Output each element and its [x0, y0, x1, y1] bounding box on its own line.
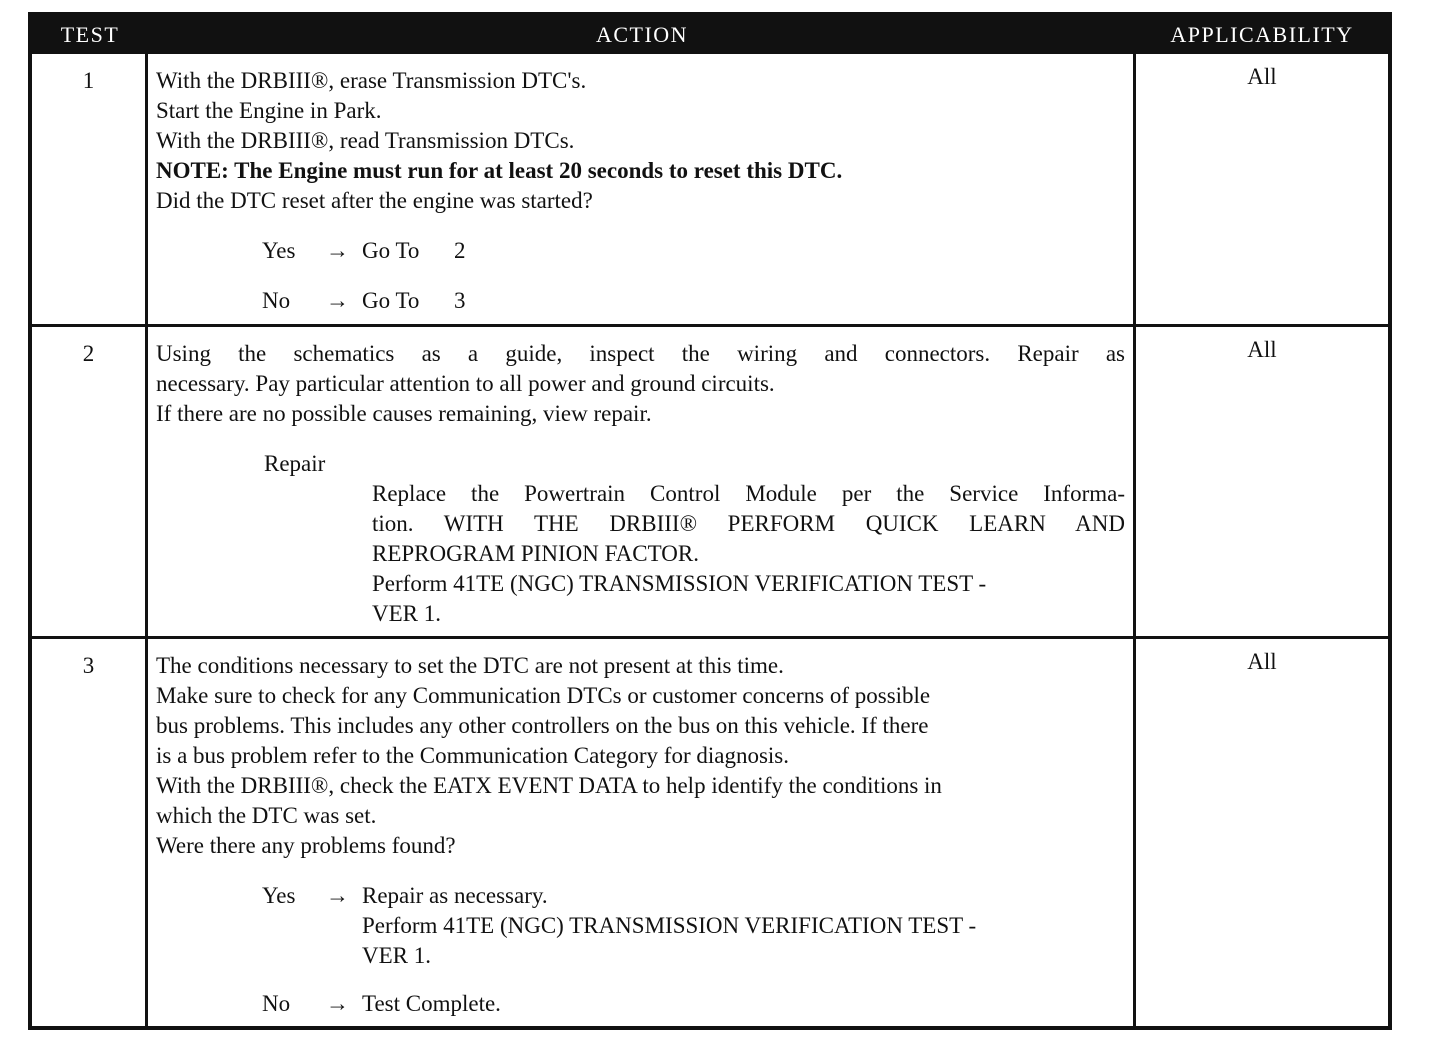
repair-line: tion. WITH THE DRBIII® PERFORM QUICK LEARN AND	[372, 511, 1125, 536]
yes-label: Yes	[262, 883, 296, 908]
repair-label: Repair	[264, 451, 326, 476]
header-test: TEST	[32, 16, 148, 54]
header-action: ACTION	[148, 16, 1136, 54]
action-line: With the DRBIII®, check the EATX EVENT DATA to help identify the conditions in	[156, 773, 942, 798]
arrow-right-icon: →	[326, 288, 349, 313]
action-cell-3	[148, 639, 1136, 1026]
applicability-2: All	[1136, 327, 1388, 639]
yes-line: Repair as necessary.	[362, 883, 548, 908]
applicability-3: All	[1247, 649, 1277, 674]
action-line: bus problems. This includes any other controllers on the bus on this vehicle. If there	[156, 713, 929, 738]
header-applicability: APPLICABILITY	[1136, 16, 1388, 54]
goto-label: Go To	[362, 238, 420, 263]
action-line: is a bus problem refer to the Communication Category for diagnosis.	[156, 743, 790, 768]
action-line: The conditions necessary to set the DTC are not present at this time.	[156, 653, 784, 678]
question-line: Were there any problems found?	[156, 833, 456, 858]
no-branch	[262, 989, 1125, 1019]
action-cell-2	[148, 327, 1136, 639]
repair-line: VER 1.	[372, 601, 441, 626]
action-line: which the DTC was set.	[156, 803, 377, 828]
test-number-3: 3	[32, 639, 148, 1026]
action-cell-1	[148, 54, 1136, 327]
yes-branch	[262, 236, 1125, 266]
repair-line: Replace the Powertrain Control Module per the Service Informa-	[372, 481, 1125, 506]
action-line: If there are no possible causes remaining, view repair.	[156, 401, 652, 426]
note-line: NOTE: The Engine must run for at least 20 seconds to reset this DTC.	[156, 158, 843, 183]
no-label: No	[262, 288, 291, 313]
action-line: Make sure to check for any Communication DTCs or customer concerns of possible	[156, 683, 931, 708]
action-line: Start the Engine in Park.	[156, 98, 382, 123]
goto-number: 2	[454, 238, 466, 263]
action-line: With the DRBIII®, read Transmission DTCs.	[156, 128, 575, 153]
repair-line: Perform 41TE (NGC) TRANSMISSION VERIFICATION TEST -	[372, 571, 987, 596]
yes-branch	[262, 881, 1125, 971]
yes-label: Yes	[262, 238, 296, 263]
no-label: No	[262, 991, 291, 1016]
action-line: Using the schematics as a guide, inspect the wiring and connectors. Repair as	[156, 341, 1125, 366]
question-line: Did the DTC reset after the engine was started?	[156, 188, 593, 213]
yes-line: VER 1.	[362, 943, 431, 968]
action-line: necessary. Pay particular attention to all power and ground circuits.	[156, 371, 775, 396]
test-number-1: 1	[32, 54, 148, 327]
diagnostic-test-table	[28, 12, 1392, 1030]
applicability-1: All	[1136, 54, 1388, 327]
goto-number: 3	[454, 288, 466, 313]
repair-instructions	[372, 479, 1125, 629]
action-line: With the DRBIII®, erase Transmission DTC's.	[156, 68, 587, 93]
test-number-2: 2	[32, 327, 148, 639]
goto-label: Go To	[362, 288, 420, 313]
repair-line: REPROGRAM PINION FACTOR.	[372, 541, 699, 566]
no-text: Test Complete.	[362, 991, 501, 1016]
yes-instructions	[362, 881, 976, 971]
arrow-right-icon: →	[326, 238, 349, 263]
arrow-right-icon: →	[326, 991, 349, 1016]
no-branch	[262, 286, 1125, 316]
yes-line: Perform 41TE (NGC) TRANSMISSION VERIFICATION TEST -	[362, 913, 977, 938]
arrow-right-icon: →	[326, 883, 349, 908]
